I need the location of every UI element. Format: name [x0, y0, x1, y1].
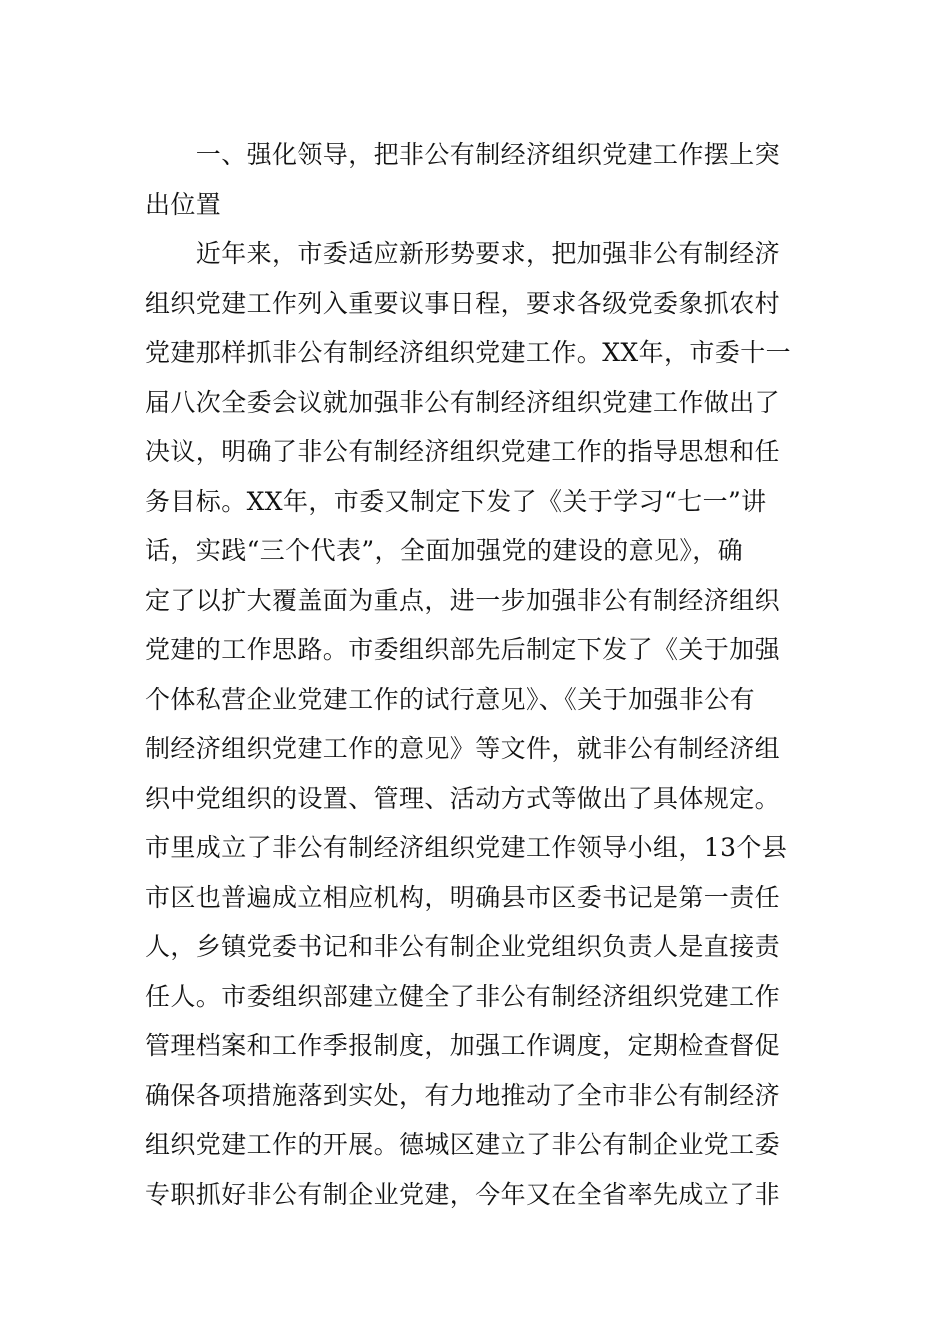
text-line: 话，实践“三个代表”，全面加强党的建设的意见》，确 — [145, 536, 744, 565]
text-line: 近年来，市委适应新形势要求，把加强非公有制经济 — [145, 239, 781, 268]
text-line: 织中党组织的设置、管理、活动方式等做出了具体规定。 — [145, 783, 781, 813]
text-line: 市区也普遍成立相应机构，明确县市区委书记是第一责任 — [145, 882, 781, 912]
text-line: 组织党建工作的开展。德城区建立了非公有制企业党工委 — [145, 1130, 781, 1159]
text-line: 任人。市委组织部建立健全了非公有制经济组织党建工作 — [145, 981, 781, 1011]
text-line: 定了以扩大覆盖面为重点，进一步加强非公有制经济组织 — [145, 585, 781, 615]
body-text — [145, 130, 815, 1219]
text-line: 出位置 — [145, 189, 222, 219]
text-line: 届八次全委会议就加强非公有制经济组织党建工作做出了 — [145, 387, 781, 417]
text-line: 专职抓好非公有制企业党建，今年又在全省率先成立了非 — [145, 1179, 781, 1209]
text-line: 管理档案和工作季报制度，加强工作调度，定期检查督促 — [145, 1031, 781, 1060]
text-line: 决议，明确了非公有制经济组织党建工作的指导思想和任 — [145, 437, 781, 466]
text-line: 党建的工作思路。市委组织部先后制定下发了《关于加强 — [145, 635, 781, 664]
text-line: 个体私营企业党建工作的试行意见》、《关于加强非公有 — [145, 684, 756, 714]
text-line: 确保各项措施落到实处，有力地推动了全市非公有制经济 — [145, 1080, 781, 1110]
text-line: 人，乡镇党委书记和非公有制企业党组织负责人是直接责 — [145, 932, 781, 961]
text-line: 务目标。XX年，市委又制定下发了《关于学习“七一”讲 — [145, 486, 767, 516]
text-line: 市里成立了非公有制经济组织党建工作领导小组，13个县 — [145, 833, 788, 862]
text-line: 一、强化领导，把非公有制经济组织党建工作摆上突 — [145, 140, 781, 169]
text-line: 党建那样抓非公有制经济组织党建工作。XX年，市委十一 — [145, 338, 791, 367]
text-line: 组织党建工作列入重要议事日程，要求各级党委象抓农村 — [145, 288, 781, 318]
text-line: 制经济组织党建工作的意见》等文件，就非公有制经济组 — [145, 734, 781, 763]
